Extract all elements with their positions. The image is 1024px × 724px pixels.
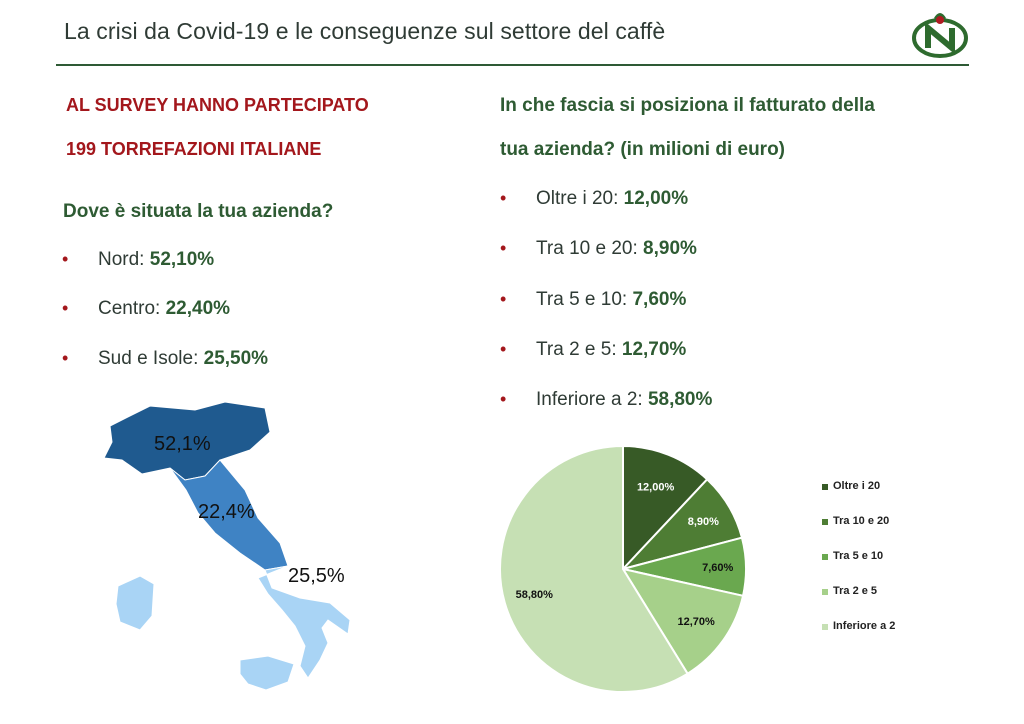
legend-swatch (822, 624, 828, 630)
revenue-label: Tra 2 e 5: (536, 339, 622, 360)
legend-swatch (822, 589, 828, 595)
pie-slice-label: 12,70% (677, 616, 715, 629)
location-label: Nord: (98, 249, 150, 270)
legend-label: Tra 2 e 5 (833, 585, 878, 597)
italy-map (90, 398, 390, 698)
location-value: 52,10% (149, 249, 215, 270)
map-label-nord: 52,1% (154, 433, 211, 455)
bullet-dot: • (500, 339, 507, 359)
revenue-label: Inferiore a 2: (536, 389, 648, 410)
revenue-label: Tra 5 e 10: (536, 289, 633, 310)
bullet-dot: • (62, 348, 69, 368)
revenue-question-line-2: tua azienda? (in milioni di euro) (500, 139, 786, 160)
revenue-value: 58,80% (647, 389, 713, 410)
legend-label: Tra 5 e 10 (833, 550, 884, 562)
map-label-centro: 22,4% (198, 501, 255, 523)
bullet-dot: • (62, 298, 69, 318)
survey-line-1: AL SURVEY HANNO PARTECIPATO (66, 95, 369, 115)
bullet-dot: • (500, 389, 507, 409)
pie-svg (490, 440, 760, 700)
revenue-value: 8,90% (643, 238, 697, 259)
company-logo (908, 6, 972, 60)
pie-slice-label: 12,00% (636, 481, 675, 494)
legend-label: Inferiore a 2 (833, 620, 896, 632)
revenue-label: Oltre i 20: (536, 188, 624, 209)
revenue-pie-chart (490, 440, 760, 700)
bullet-dot: • (62, 249, 69, 269)
survey-line-2: 199 TORREFAZIONI ITALIANE (66, 139, 322, 159)
location-label: Centro: (98, 298, 166, 319)
bullet-dot: • (500, 289, 507, 309)
legend-label: Oltre i 20 (833, 480, 881, 492)
bullet-dot: • (500, 188, 507, 208)
pie-slice-label: 8,90% (687, 516, 719, 529)
revenue-value: 12,70% (621, 339, 687, 360)
map-label-sud: 25,5% (288, 565, 345, 587)
revenue-question-line-1: In che fascia si posiziona il fatturato della (500, 95, 875, 116)
header-divider (56, 64, 969, 66)
legend-swatch (822, 554, 828, 560)
pie-slice-label: 58,80% (515, 589, 553, 602)
page-title: La crisi da Covid-19 e le conseguenze sul settore del caffè (64, 18, 666, 44)
bullet-dot: • (500, 238, 507, 258)
location-label: Sud e Isole: (98, 348, 204, 369)
legend-swatch (822, 484, 828, 490)
location-value: 25,50% (203, 348, 269, 369)
revenue-value: 7,60% (632, 289, 687, 310)
legend-label: Tra 10 e 20 (833, 515, 890, 527)
revenue-label: Tra 10 e 20: (536, 238, 644, 259)
location-value: 22,40% (165, 298, 231, 319)
revenue-value: 12,00% (623, 188, 689, 209)
location-question: Dove è situata la tua azienda? (63, 201, 334, 222)
legend-swatch (822, 519, 828, 525)
pie-slice-label: 7,60% (702, 562, 734, 575)
